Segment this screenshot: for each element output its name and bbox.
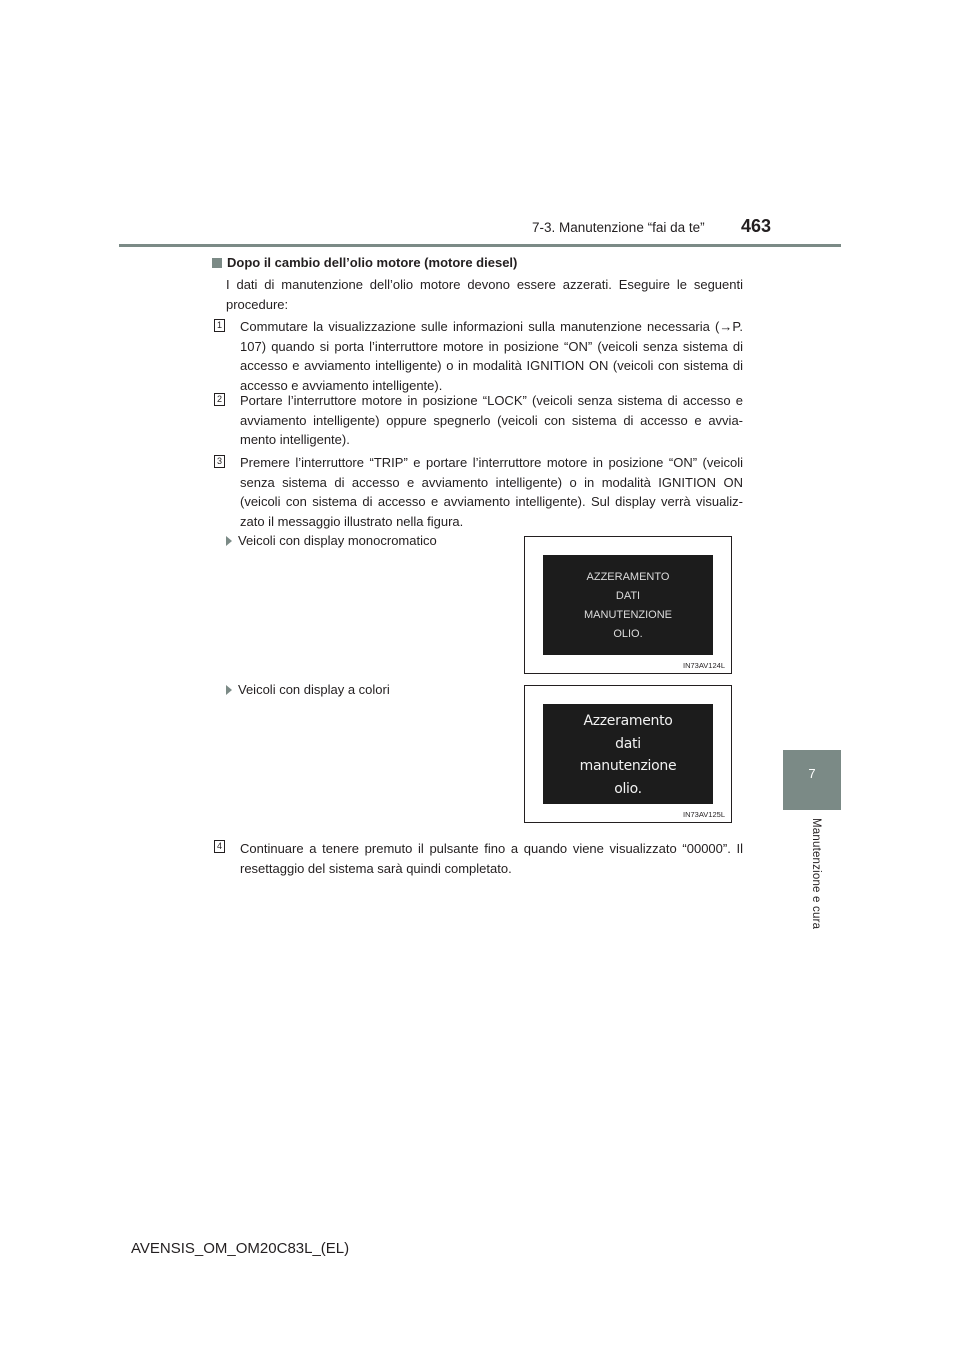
step-text-2: Portare l’interruttore motore in posizione “LOCK” (veicoli senza sistema di accesso e avviamento intelligente) oppure spegnerlo (veicoli con sistema di accesso e avvia-mento intelligente).	[240, 393, 743, 447]
section-title: 7-3. Manutenzione “fai da te”	[532, 220, 705, 235]
section-heading	[212, 255, 517, 270]
step-number-3: 3	[214, 455, 225, 468]
variant-label-color	[226, 682, 390, 697]
figure-color-display	[524, 685, 732, 823]
intro-paragraph: I dati di manutenzione dell’olio motore devono essere azzerati. Eseguire le seguenti procedure:	[226, 277, 743, 312]
step-text-1: Commutare la visualizzazione sulle informazioni sulla manutenzione necessaria (→P. 107) quando si porta l’interruttore motore in posizione “ON” (veicoli senza sistema di accesso e avviamento intelligente) o in modalità IGNITION ON (veicoli con sistema di accesso e avviamento intelligente).	[240, 319, 743, 393]
display-line: dati	[615, 735, 641, 752]
step-number-4: 4	[214, 840, 225, 853]
triangle-bullet-icon	[226, 685, 232, 695]
square-bullet-icon	[212, 258, 222, 268]
display-line: DATI	[615, 590, 641, 602]
step-text-4: Continuare a tenere premuto il pulsante fino a quando viene visualizzato “00000”. Il resettaggio del sistema sarà quindi completato.	[240, 841, 743, 876]
chapter-number: 7	[808, 766, 816, 781]
variant-label-color-text: Veicoli con display a colori	[238, 682, 390, 697]
display-line: OLIO.	[613, 628, 643, 640]
step-number-2: 2	[214, 393, 225, 406]
document-code: AVENSIS_OM_OM20C83L_(EL)	[131, 1240, 350, 1257]
display-line: manutenzione	[579, 758, 677, 774]
display-line: AZZERAMENTO	[586, 571, 670, 583]
variant-label-mono	[226, 533, 437, 548]
header-divider	[119, 244, 841, 247]
step-text-3: Premere l’interruttore “TRIP” e portare l’interruttore motore in posizione “ON” (veicoli senza sistema di accesso e avviamento intelligente) o in modalità IGNITION ON (veicoli con sistema di accesso e avviamento intelligente). Sul display verrà visualiz-zato il messaggio illustrato nella figura.	[240, 455, 743, 529]
triangle-bullet-icon	[226, 536, 232, 546]
figure-id: IN73AV124L	[683, 661, 725, 670]
chapter-title: Manutenzione e cura	[810, 818, 822, 930]
page-number: 463	[741, 216, 772, 236]
color-display-screen	[543, 704, 713, 804]
figure-mono-display	[524, 536, 732, 674]
display-line: MANUTENZIONE	[584, 609, 672, 621]
display-line: Azzeramento	[583, 713, 673, 729]
section-heading-text: Dopo il cambio dell’olio motore (motore diesel)	[227, 255, 518, 270]
variant-label-mono-text: Veicoli con display monocromatico	[238, 533, 437, 548]
step-number-1: 1	[214, 319, 225, 332]
figure-id: IN73AV125L	[683, 810, 725, 819]
display-line: olio.	[614, 780, 642, 797]
mono-display-screen	[543, 555, 713, 655]
